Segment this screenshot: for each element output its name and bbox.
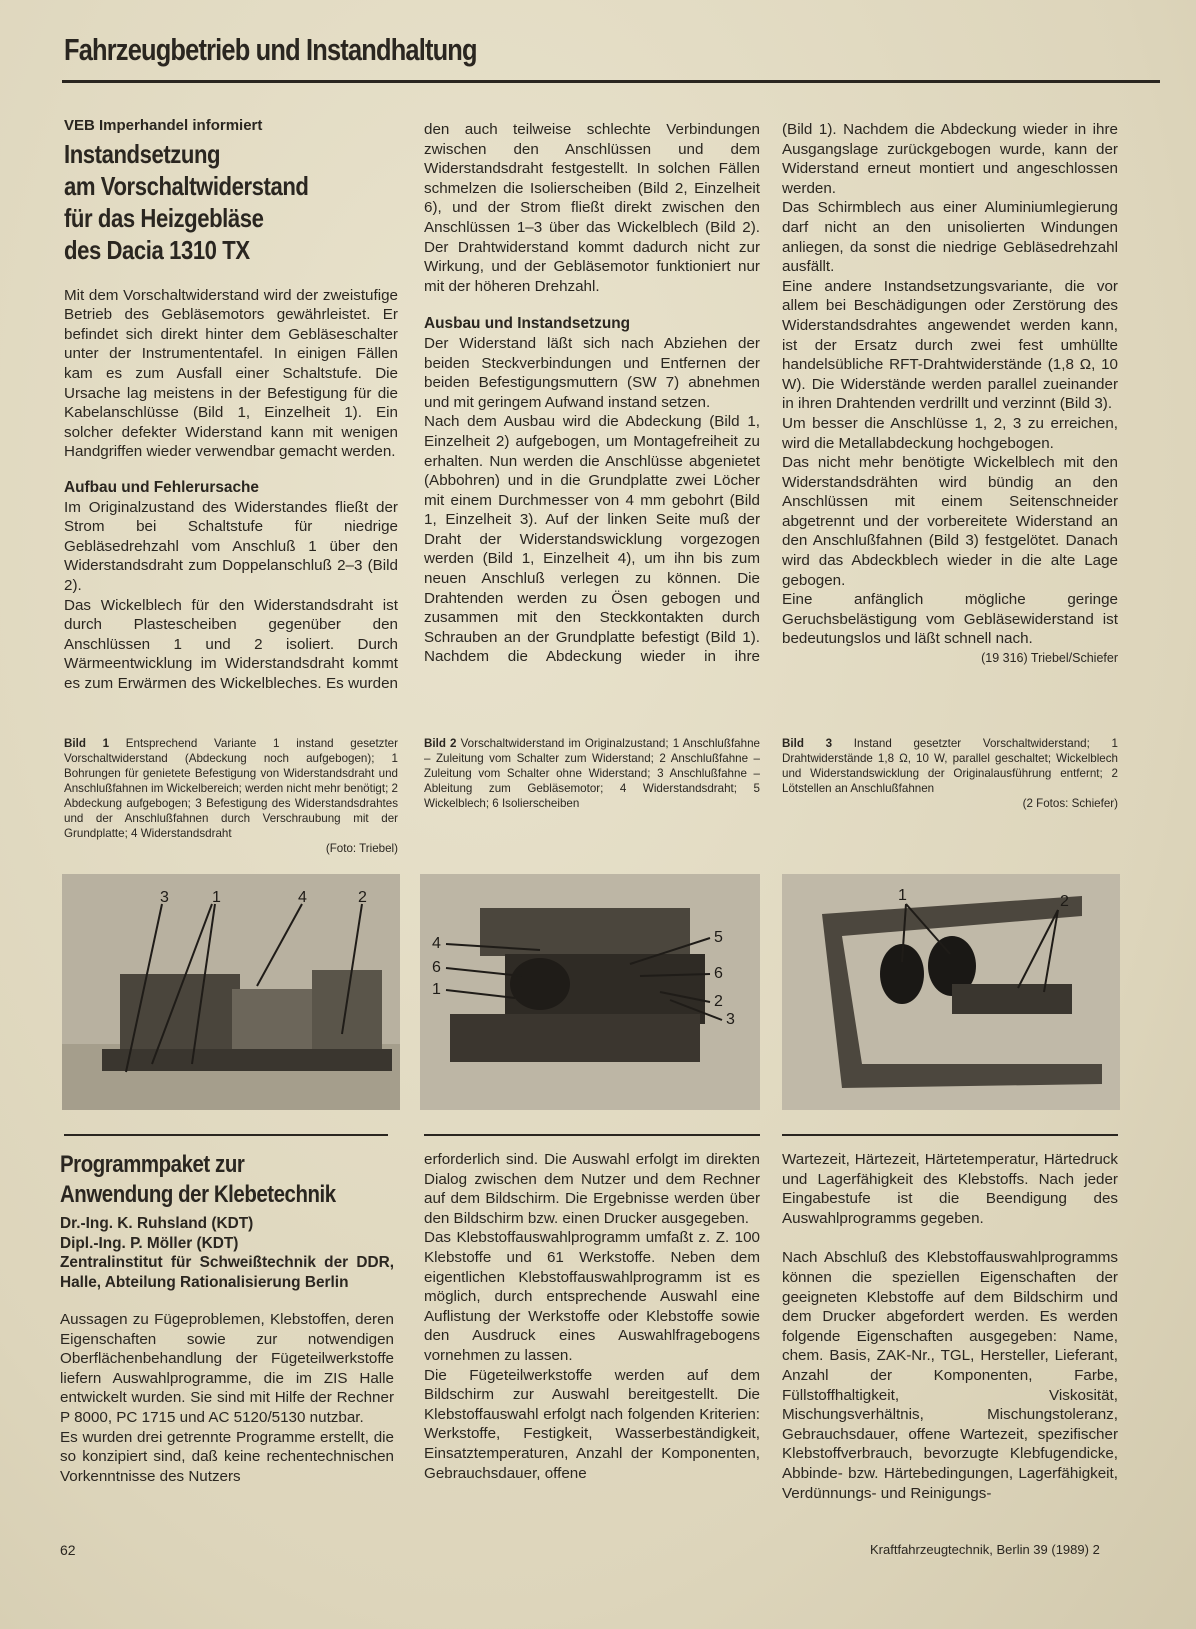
callout-label: 2 bbox=[1060, 893, 1069, 910]
caption-text: Instand gesetzter Vorschaltwiderstand; 1 Drahtwiderstände 1,8 Ω, 10 W, parallel geschaltet; Wickelblech und Widerstandswicklung der Originalausführung entfernt; 2 Lötstellen an Anschlußfahnen bbox=[782, 737, 1118, 795]
caption-label: Bild 1 bbox=[64, 737, 110, 750]
headline-line: Anwendung der Klebetechnik bbox=[60, 1181, 336, 1208]
paragraph: Das nicht mehr benötigte Wickelblech mit den Widerstandsdrähten wird bündig an den Anschlüssen mit einem Seitenschneider abgetrennt und der vorbereitete Widerstand an den Anschlußfahnen (Bild 3) festgelötet. Danach wird das Abdeckblech wieder in die alte Lage gebogen. bbox=[782, 454, 1118, 589]
article1-headline bbox=[64, 138, 398, 266]
callout-label: 4 bbox=[432, 935, 441, 952]
paragraph: Eine anfänglich mögliche geringe Geruchsbelästigung vom Gebläsewiderstand ist bedeutungslos und läßt schnell nach. bbox=[782, 591, 1118, 648]
resistor-photo-2 bbox=[420, 874, 760, 1110]
caption-label: Bild 2 bbox=[424, 737, 457, 750]
resistor-photo-3 bbox=[782, 874, 1120, 1110]
paragraph: Die Fügeteilwerkstoffe werden auf dem Bildschirm zur Auswahl bereitgestellt. Die Klebstoffauswahl erfolgt nach folgenden Kriterien: Werkstoffe, Festigkeit, Wasserbeständigkeit, Einsatztemperaturen, Anzahl der Komponenten, Gebrauchsdauer, offene bbox=[424, 1366, 760, 1482]
paragraph: Das Klebstoffauswahlprogramm umfaßt z. Z. 100 Klebstoffe und 61 Werkstoffe. Neben dem eigentlichen Klebstoffauswahlprogramm ist es möglich, durch entsprechende Auswahl eine Auflistung der Werkstoffe oder Klebstoffe sowie den Ausdruck eines Auswahlfragebogens vornehmen zu lassen. bbox=[424, 1229, 760, 1364]
callout-label: 3 bbox=[160, 889, 169, 906]
photo-credit: (Foto: Triebel) bbox=[325, 842, 398, 855]
headline-line: Instandsetzung bbox=[64, 138, 221, 169]
article2-column-1 bbox=[60, 1150, 394, 1486]
paragraph: Nach Abschluß des Klebstoffauswahlprogramms können die speziellen Eigenschaften der geeigneten Klebstoffe auf dem Bildschirm und dem Drucker abgefordert werden. Es werden folgende Eigenschaften ausgegeben: Name, chem. Basis, ZAK-Nr., TGL, Hersteller, Lieferant, Anzahl der Komponenten, Farbe, Füllstoffhaltigkeit, Viskosität, Mischungsverhältnis, Mischungstoleranz, Gebrauchsdauer, offene Wartezeit, spezifischer Klebstoffverbrauch, bevorzugte Klebfugendicke, Abbinde- bzw. Härtebedingungen, Lagerfähigkeit, Verdünnungs- und Reinigungs- bbox=[782, 1249, 1118, 1502]
article1-column-1 bbox=[64, 116, 398, 694]
journal-citation: Kraftfahrzeugtechnik, Berlin 39 (1989) 2 bbox=[870, 1542, 1100, 1557]
article1-column-2 bbox=[424, 120, 760, 667]
callout-label: 6 bbox=[714, 965, 723, 982]
callout-label: 4 bbox=[298, 889, 307, 906]
author: Dr.-Ing. K. Ruhsland (KDT) bbox=[60, 1215, 254, 1232]
photo-bild3 bbox=[782, 874, 1120, 1110]
resistor-photo-1 bbox=[62, 874, 400, 1110]
callout-label: 1 bbox=[212, 889, 221, 906]
author: Dipl.-Ing. P. Möller (KDT) bbox=[60, 1234, 239, 1252]
article1-signoff: (19 316) Triebel/Schiefer bbox=[981, 651, 1118, 666]
article2-column-3 bbox=[782, 1150, 1118, 1503]
paragraph: Im Originalzustand des Widerstandes fließt der Strom bei Schaltstufe für niedrige Gebläsedrehzahl vom Anschluß 1 über den Widerstandsdraht zum Doppelanschluß 2–3 (Bild 2). bbox=[64, 498, 398, 594]
divider-rule bbox=[424, 1134, 760, 1136]
institution: Zentralinstitut für Schweißtechnik der DDR, Halle, Abteilung Rationalisierung Berlin bbox=[60, 1254, 394, 1291]
paragraph-continued: Wartezeit, Härtezeit, Härtetemperatur, Härtedruck und Lagerfähigkeit des Klebstoffs. Nach jeder Eingabestufe ist die Beendigung des Auswahlprogramms gegeben. bbox=[782, 1151, 1118, 1227]
callout-label: 5 bbox=[714, 929, 723, 946]
paragraph: Das Wickelblech für den Widerstandsdraht ist durch Plastescheiben gegenüber den Anschlüssen 1 und 2 isoliert. Durch Wärmeentwicklung im Widerstandsdraht kommt es zum Erwärmen des Wickelbleches. Es wurden bbox=[64, 596, 398, 692]
headline-line: am Vorschaltwiderstand bbox=[64, 170, 309, 201]
divider-rule bbox=[782, 1134, 1118, 1136]
subheading-ausbau: Ausbau und Instandsetzung bbox=[424, 315, 631, 333]
callout-label: 6 bbox=[432, 959, 441, 976]
paragraph: Der Widerstand läßt sich nach Abziehen der beiden Steckverbindungen und Entfernen der beiden Befestigungsmuttern (SW 7) abnehmen und mit geringem Aufwand instand setzen. bbox=[424, 334, 760, 411]
divider-rule bbox=[64, 1134, 388, 1136]
photo-bild1 bbox=[62, 874, 400, 1110]
subheading-aufbau: Aufbau und Fehlerursache bbox=[64, 478, 259, 496]
caption-bild3 bbox=[782, 736, 1118, 811]
photo-credit: (2 Fotos: Schiefer) bbox=[1022, 797, 1118, 810]
paragraph: Eine andere Instandsetzungsvariante, die vor allem bei Beschädigungen oder Zerstörung des Widerstandsdrahtes angewendet werden kann, ist der Ersatz durch zwei fest umhüllte handelsübliche RFT-Drahtwiderstände (1,8 Ω, 10 W). Die Widerstände werden parallel zueinander in ihren Drahtenden verdrillt und verzinnt (Bild 3). bbox=[782, 277, 1118, 413]
headline-line: des Dacia 1310 TX bbox=[64, 234, 250, 265]
article1-column-3 bbox=[782, 120, 1118, 669]
paragraph: Aussagen zu Fügeproblemen, Klebstoffen, deren Eigenschaften sowie zur notwendigen Oberflächenbehandlung der Fügeteilwerkstoffe liefern Auswahlprogramme, die im ZIS Halle entwickelt wurden. Sie sind mit Hilfe der Rechner P 8000, PC 1715 und AC 5120/5130 nutzbar. bbox=[60, 1311, 394, 1426]
headline-line: für das Heizgebläse bbox=[64, 202, 264, 233]
paragraph-continued: (Bild 1). Nachdem die Abdeckung wieder in ihre Ausgangslage zurückgebogen wurde, kann der Widerstand erneut montiert und angeschlossen werden. bbox=[782, 121, 1118, 197]
paragraph-continued: den auch teilweise schlechte Verbindungen zwischen den Anschlüssen und dem Widerstandsdraht festgestellt. In solchen Fällen schmelzen die Isolierscheiben (Bild 2, Einzelheit 6), und der Strom fließt direkt zwischen den Anschlüssen 1–3 über das Wickelblech (Bild 2). Der Drahtwiderstand kommt dadurch nicht zur Wirkung, und der Gebläsemotor funktioniert nur mit der höheren Drehzahl. bbox=[424, 121, 760, 295]
caption-bild1 bbox=[64, 736, 398, 856]
photo-bild2 bbox=[420, 874, 760, 1110]
article1-kicker: VEB Imperhandel informiert bbox=[64, 117, 263, 134]
section-title: Fahrzeugbetrieb und Instandhaltung bbox=[64, 32, 477, 67]
caption-text: Vorschaltwiderstand im Originalzustand; 1 Anschlußfahne – Zuleitung vom Schalter zum Widerstand; 2 Anschlußfahne – Zuleitung vom Schalter ohne Widerstand; 3 Anschlußfahne – Ableitung zum Gebläsemotor; 4 Widerstandsdraht; 5 Wickelblech; 6 Isolierscheiben bbox=[424, 737, 760, 810]
paragraph: Nach dem Ausbau wird die Abdeckung (Bild 1, Einzelheit 2) aufgebogen, um Montagefreiheit zu erhalten. Nun werden die Anschlüsse abgenietet (Abbohren) und in die Grundplatte zwei Löcher mit einem Durchmesser von 4 mm gebohrt (Bild 1, Einzelheit 3). Auf der linken Seite muß der Draht der Widerstandswicklung vorgezogen werden (Bild 1, Einzelheit 4), um ihn bis zum neuen Anschluß verlegen zu können. Die Drahtenden werden zu Ösen gebogen und zusammen mit den Steckkontakten durch Schrauben an der Grundplatte befestigt (Bild 1). Nachdem die Abdeckung wieder in ihre bbox=[424, 413, 760, 666]
callout-label: 1 bbox=[432, 981, 441, 998]
article2-column-2 bbox=[424, 1150, 760, 1483]
paragraph-continued: erforderlich sind. Die Auswahl erfolgt im direkten Dialog zwischen dem Nutzer und dem Rechner auf dem Bildschirm. Die Ergebnisse werden über den Bildschirm bzw. einen Drucker ausgegeben. bbox=[424, 1151, 760, 1227]
callout-label: 2 bbox=[714, 993, 723, 1010]
caption-text: Entsprechend Variante 1 instand gesetzter Vorschaltwiderstand (Abdeckung noch aufgebogen); 1 Bohrungen für genietete Befestigung von Widerstandsdraht und Anschlußfahnen im Wickelbereich; werden nicht mehr benötigt; 2 Abdeckung aufgebogen; 3 Befestigung des Widerstandsdrahtes und der Anschlußfahnen durch Verschraubung mit der Grundplatte; 4 Widerstandsdraht bbox=[64, 737, 398, 840]
paragraph: Es wurden drei getrennte Programme erstellt, die so konzipiert sind, daß keine rechentechnischen Vorkenntnisse des Nutzers bbox=[60, 1428, 394, 1485]
page-number: 62 bbox=[60, 1542, 76, 1558]
header-rule bbox=[62, 80, 1160, 83]
paragraph: Um besser die Anschlüsse 1, 2, 3 zu erreichen, wird die Metallabdeckung hochgebogen. bbox=[782, 414, 1118, 452]
headline-line: Programmpaket zur bbox=[60, 1151, 245, 1178]
article1-intro: Mit dem Vorschaltwiderstand wird der zweistufige Betrieb des Gebläsemotors gewährleistet. Er befindet sich direkt hinter dem Gebläseschalter unter der Instrumententafel. In einigen Fällen kam es zum Ausfall einer Schaltstufe. Die Ursache lag meistens in der Befestigung für die Kabelanschlüsse (Bild 1, Einzelheit 1). Ein solcher defekter Widerstand kann mit wenigen Handgriffen wieder verwendbar gemacht werden. bbox=[64, 286, 398, 461]
callout-label: 2 bbox=[358, 889, 367, 906]
paragraph: Das Schirmblech aus einer Aluminiumlegierung darf nicht an den unisolierten Windungen anliegen, da sonst die niedrige Gebläsedrehzahl ausfällt. bbox=[782, 199, 1118, 276]
caption-bild2 bbox=[424, 736, 760, 811]
callout-label: 1 bbox=[898, 887, 907, 904]
caption-label: Bild 3 bbox=[782, 737, 833, 750]
article2-headline bbox=[60, 1150, 394, 1210]
callout-label: 3 bbox=[726, 1011, 735, 1028]
